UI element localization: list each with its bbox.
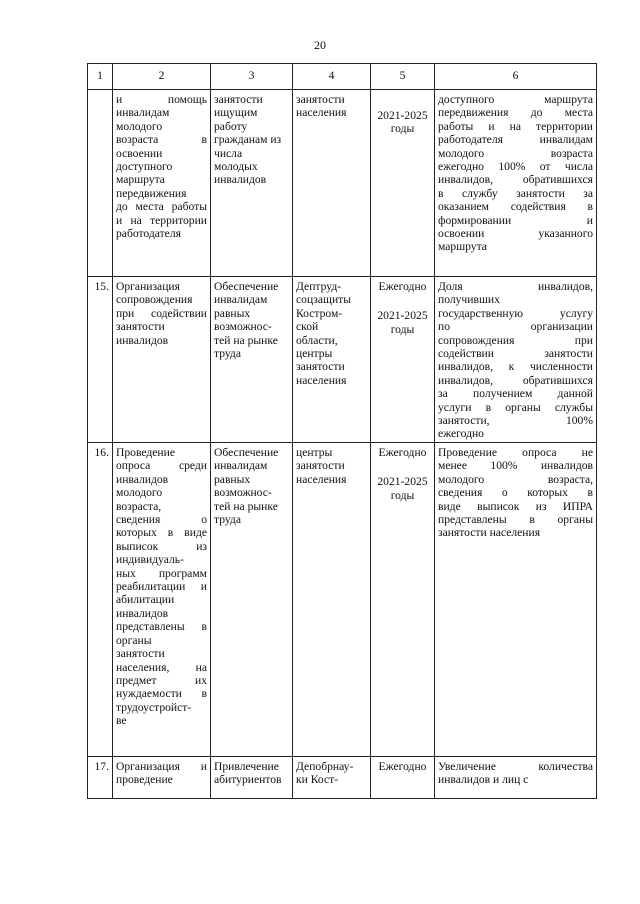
cell-text-line: инвалидов, к численности bbox=[438, 360, 593, 374]
measure-purpose-cell bbox=[211, 443, 293, 757]
row-number-cell bbox=[88, 443, 113, 757]
measure-name-cell bbox=[113, 757, 211, 799]
table-row bbox=[88, 443, 597, 757]
cell-text-line: ных программ bbox=[116, 566, 207, 580]
cell-text-line: за получением данной bbox=[438, 387, 593, 401]
cell-text-line: Костром- bbox=[296, 306, 343, 320]
cell-text-line: области, bbox=[296, 333, 338, 347]
responsible-cell bbox=[293, 443, 371, 757]
cell-text-line: маршрута bbox=[116, 173, 165, 187]
cell-text-line: формировании и bbox=[438, 213, 593, 227]
cell-text-line: и помощь bbox=[116, 93, 207, 106]
cell-text-line: виде выписок из ИПРА bbox=[438, 499, 593, 513]
cell-text-line: тей на рынке bbox=[214, 499, 278, 513]
cell-text-line: населения bbox=[296, 472, 347, 486]
cell-text-line: абитуриентов bbox=[214, 773, 282, 787]
cell-text-line: сведения о которых в bbox=[438, 486, 593, 500]
row-number-cell bbox=[88, 90, 113, 277]
cell-text-line: населения bbox=[296, 373, 347, 387]
responsible-cell bbox=[293, 757, 371, 799]
indicator-cell bbox=[435, 443, 597, 757]
cell-text-line: проведение bbox=[116, 773, 173, 787]
cell-text-line: Увеличение количества bbox=[438, 760, 593, 773]
cell-text-line: трудоустройст- bbox=[116, 700, 192, 714]
cell-text-line: органы bbox=[116, 633, 152, 647]
cell-text-line: по организации bbox=[438, 320, 593, 334]
header-cell: 3 bbox=[211, 64, 293, 90]
cell-text-line: передвижения до места bbox=[438, 106, 593, 120]
page-number: 20 bbox=[314, 38, 326, 52]
spacer bbox=[374, 93, 431, 109]
cell-text-line: содействии занятости bbox=[438, 347, 593, 361]
cell-text-line: Организация и bbox=[116, 760, 207, 773]
cell-text-line: числа bbox=[214, 146, 243, 160]
cell-text-line: получивших bbox=[438, 293, 500, 307]
cell-text-line: инвалидам bbox=[214, 459, 268, 473]
cell-text-line: Привлечение bbox=[214, 760, 279, 773]
cell-text-line: Депобрнау- bbox=[296, 760, 354, 773]
cell-text-line: занятости bbox=[116, 320, 165, 334]
measure-name-cell bbox=[113, 90, 211, 277]
cell-text-line: Обеспечение bbox=[214, 280, 279, 293]
cell-text-line: освоении указанного bbox=[438, 227, 593, 241]
cell-text-line: которых в виде bbox=[116, 526, 207, 540]
cell-text-line: занятости bbox=[116, 647, 165, 661]
table-row bbox=[88, 277, 597, 443]
measures-table bbox=[87, 63, 597, 799]
cell-text-line: возраста в bbox=[116, 133, 207, 147]
row-number: 16. bbox=[94, 446, 109, 459]
cell-text-line: инвалидам bbox=[116, 106, 170, 120]
measure-name-cell bbox=[113, 443, 211, 757]
cell-text-line: занятости bbox=[296, 360, 345, 374]
cell-text-line: 2021-2025 bbox=[377, 109, 428, 122]
cell-text-line: Проведение опроса не bbox=[438, 446, 593, 459]
row-number: 17. bbox=[94, 760, 109, 773]
cell-text-line: ки Кост- bbox=[296, 773, 339, 787]
cell-text-line: Организация bbox=[116, 280, 180, 293]
cell-text-line: опроса среди bbox=[116, 459, 207, 473]
cell-text-line: при содействии bbox=[116, 306, 207, 320]
row-number-cell bbox=[88, 277, 113, 443]
cell-text-line: возможнос- bbox=[214, 486, 272, 500]
measure-purpose-cell bbox=[211, 277, 293, 443]
cell-text-line: доступного маршрута bbox=[438, 93, 593, 106]
cell-text-line: сопровождения при bbox=[438, 333, 593, 347]
cell-text-line: оказанием содействия в bbox=[438, 200, 593, 214]
header-cell: 2 bbox=[113, 64, 211, 90]
cell-text-line: предмет их bbox=[116, 673, 207, 687]
cell-text-line: труда bbox=[214, 513, 241, 527]
cell-text-line: освоении bbox=[116, 146, 163, 160]
cell-text-line: молодого bbox=[116, 486, 163, 500]
measure-name-cell bbox=[113, 277, 211, 443]
cell-text-line: абилитации bbox=[116, 593, 175, 607]
cell-text-line: инвалидов bbox=[116, 606, 169, 620]
indicator-cell bbox=[435, 90, 597, 277]
cell-text-line: инвалидов, обратившихся bbox=[438, 173, 593, 187]
cell-text-line: возможнос- bbox=[214, 320, 272, 334]
cell-text-line: инвалидов и лиц с bbox=[438, 773, 529, 787]
period-cell bbox=[371, 90, 435, 277]
table-header-row bbox=[88, 64, 597, 90]
cell-text-line: инвалидам bbox=[214, 293, 268, 307]
cell-text-line: возраста, bbox=[116, 499, 162, 513]
cell-text-line: годы bbox=[390, 488, 415, 502]
cell-text-line: молодых bbox=[214, 160, 258, 174]
cell-text-line: равных bbox=[214, 472, 251, 486]
cell-text-line: до места работы bbox=[116, 200, 207, 214]
cell-text-line: доступного bbox=[116, 160, 173, 174]
spacer bbox=[374, 293, 431, 309]
cell-text-line: и на территории bbox=[116, 213, 207, 227]
header-cell: 5 bbox=[371, 64, 435, 90]
cell-text-line: Проведение bbox=[116, 446, 175, 459]
cell-text-line: 2021-2025 bbox=[377, 309, 428, 323]
cell-text-line: молодого возраста, bbox=[438, 472, 593, 486]
cell-text-line: выписок из bbox=[116, 539, 207, 553]
cell-text-line: Дептруд- bbox=[296, 280, 342, 293]
cell-text-line: инвалидов bbox=[116, 333, 169, 347]
cell-text-line: маршрута bbox=[438, 240, 487, 254]
table-row bbox=[88, 90, 597, 277]
cell-text-line: годы bbox=[390, 322, 415, 336]
indicator-cell bbox=[435, 757, 597, 799]
cell-text-line: индивидуаль- bbox=[116, 553, 184, 567]
cell-text-line: работодателя инвалидам bbox=[438, 133, 593, 147]
period-cell bbox=[371, 443, 435, 757]
responsible-cell bbox=[293, 90, 371, 277]
header-cell: 4 bbox=[293, 64, 371, 90]
table-row bbox=[88, 757, 597, 799]
cell-text-line: ежегодно bbox=[438, 427, 484, 441]
cell-text-line: работы и на территории bbox=[438, 119, 593, 133]
cell-text-line: ве bbox=[116, 714, 127, 728]
cell-text-line: соцзащиты bbox=[296, 293, 352, 307]
header-cell: 1 bbox=[88, 64, 113, 90]
cell-text-line: передвижения bbox=[116, 186, 187, 200]
cell-text-line: труда bbox=[214, 347, 241, 361]
cell-text-line: работу bbox=[214, 119, 248, 133]
row-number: 15. bbox=[94, 280, 109, 293]
cell-text-line: молодого возраста bbox=[438, 146, 593, 160]
row-number-cell bbox=[88, 757, 113, 799]
cell-text-line: населения, на bbox=[116, 660, 207, 674]
cell-text-line: 2021-2025 bbox=[377, 475, 428, 489]
frequency-text: Ежегодно bbox=[378, 280, 427, 293]
cell-text-line: молодого bbox=[116, 119, 163, 133]
cell-text-line: населения bbox=[296, 106, 347, 120]
responsible-cell bbox=[293, 277, 371, 443]
cell-text-line: менее 100% инвалидов bbox=[438, 459, 593, 473]
cell-text-line: ской bbox=[296, 320, 319, 334]
cell-text-line: занятости bbox=[296, 459, 345, 473]
cell-text-line: гражданам из bbox=[214, 133, 282, 147]
cell-text-line: инвалидов bbox=[116, 472, 169, 486]
cell-text-line: услуги в органы службы bbox=[438, 400, 593, 414]
measure-purpose-cell bbox=[211, 757, 293, 799]
cell-text-line: ежегодно 100% от числа bbox=[438, 160, 593, 174]
period-cell bbox=[371, 757, 435, 799]
header-cell: 6 bbox=[435, 64, 597, 90]
cell-text-line: в службу занятости за bbox=[438, 186, 593, 200]
cell-text-line: реабилитации и bbox=[116, 580, 207, 594]
frequency-text: Ежегодно bbox=[378, 760, 427, 773]
cell-text-line: центры bbox=[296, 446, 333, 459]
cell-text-line: занятости bbox=[214, 93, 263, 106]
measure-purpose-cell bbox=[211, 90, 293, 277]
period-cell bbox=[371, 277, 435, 443]
cell-text-line: занятости bbox=[296, 93, 345, 106]
spacer bbox=[374, 459, 431, 475]
cell-text-line: Обеспечение bbox=[214, 446, 279, 459]
cell-text-line: работодателя bbox=[116, 227, 181, 241]
cell-text-line: нуждаемости в bbox=[116, 687, 207, 701]
cell-text-line: инвалидов bbox=[214, 173, 267, 187]
cell-text-line: занятости населения bbox=[438, 526, 541, 540]
cell-text-line: инвалидов, обратившихся bbox=[438, 373, 593, 387]
frequency-text: Ежегодно bbox=[378, 446, 427, 459]
cell-text-line: Доля инвалидов, bbox=[438, 280, 593, 293]
indicator-cell bbox=[435, 277, 597, 443]
cell-text-line: представлены в bbox=[116, 620, 207, 634]
cell-text-line: равных bbox=[214, 306, 251, 320]
cell-text-line: сведения о bbox=[116, 513, 207, 527]
cell-text-line: годы bbox=[390, 122, 415, 136]
cell-text-line: государственную услугу bbox=[438, 306, 593, 320]
cell-text-line: центры bbox=[296, 347, 333, 361]
cell-text-line: сопровождения bbox=[116, 293, 193, 307]
cell-text-line: представлены в органы bbox=[438, 513, 593, 527]
cell-text-line: занятости, 100% bbox=[438, 414, 593, 428]
cell-text-line: тей на рынке bbox=[214, 333, 278, 347]
cell-text-line: ищущим bbox=[214, 106, 258, 120]
